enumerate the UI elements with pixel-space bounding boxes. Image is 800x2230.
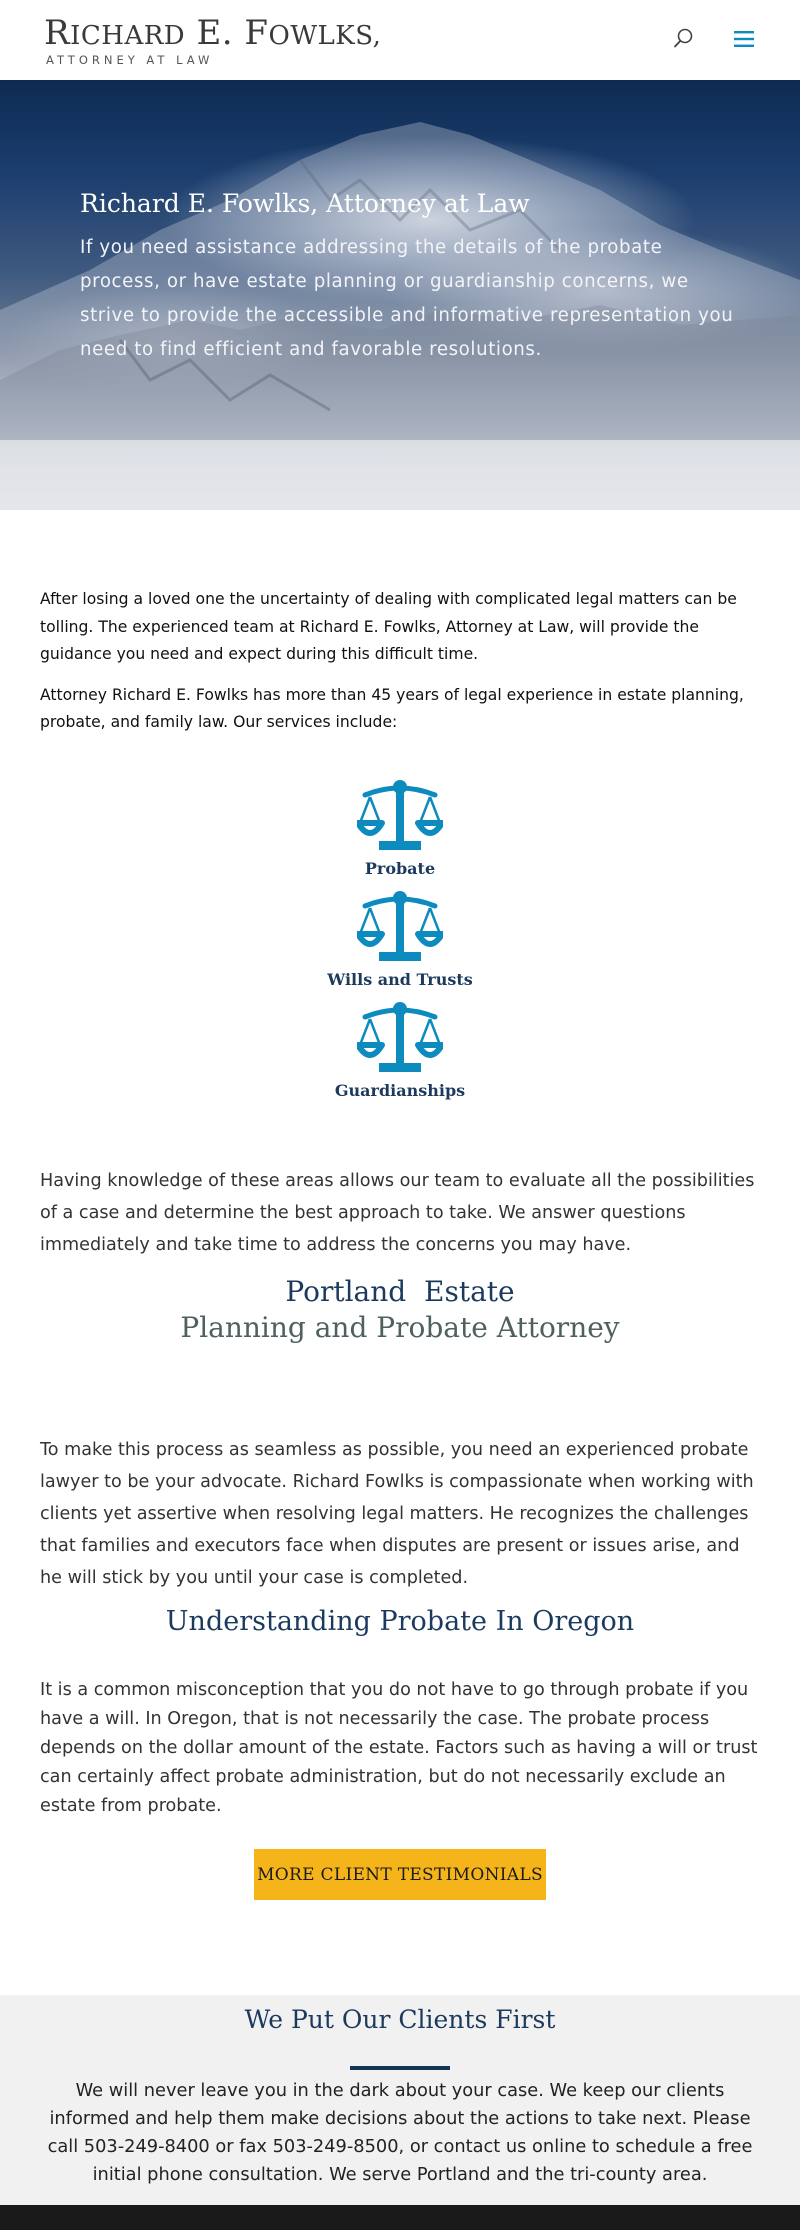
portland-heading (40, 1274, 760, 1346)
site-logo[interactable] (44, 13, 382, 67)
logo-last-name: OWLKS, (268, 21, 382, 51)
logo-first-name: ICHARD (70, 21, 186, 51)
knowledge-paragraph: Having knowledge of these areas allows our team to evaluate all the possibilities of a case and determine the best approach to take. We answer questions immediately and take time to address the concerns you may have. (40, 1171, 755, 1255)
intro-paragraph-1: After losing a loved one the uncertainty of dealing with complicated legal matters can be tolling. The experienced team at Richard E. Fowlks, Attorney at Law, will provide the guidance you need and expect during this difficult time. (40, 590, 737, 663)
search-button[interactable] (672, 26, 696, 52)
scales-of-justice-icon (357, 779, 443, 853)
service-probate[interactable] (250, 779, 550, 878)
menu-button[interactable] (732, 26, 756, 52)
probate-heading: Understanding Probate In Oregon (165, 1606, 635, 1637)
portland-heading-line-2: Planning and Probate Attorney (180, 1311, 620, 1344)
service-wills-and-trusts[interactable] (250, 890, 550, 989)
service-label: Guardianships (334, 1081, 466, 1100)
clients-first-title: We Put Our Clients First (244, 2005, 556, 2034)
portland-heading-line-1: Portland Estate (285, 1275, 515, 1308)
site-footer (0, 2205, 800, 2230)
logo-initial-r: R (44, 13, 71, 53)
logo-tagline: ATTORNEY AT LAW (46, 53, 214, 67)
scales-of-justice-icon (357, 1001, 443, 1075)
hero-banner (0, 80, 800, 510)
intro-paragraph-2: Attorney Richard E. Fowlks has more than 45 years of legal experience in estate planning, probate, and family law. Our services include: (40, 685, 744, 731)
logo-wordmark (44, 13, 382, 55)
clients-first-section (0, 1995, 800, 2205)
process-paragraph: To make this process as seamless as possible, you need an experienced probate lawyer to be your advocate. Richard Fowlks is compassionate when working with clients yet assertive when resolving legal matters. He recognizes the challenges that families and executors face when disputes are present or issues arise, and he will stick by you until your case is completed. (40, 1440, 754, 1588)
search-icon (672, 26, 696, 52)
logo-initial-f: F (244, 13, 269, 53)
hamburger-menu-icon (732, 26, 756, 52)
hero-title: Richard E. Fowlks, Attorney at Law (80, 189, 530, 218)
logo-middle-initial: E. (185, 13, 245, 53)
service-guardianships[interactable] (250, 1001, 550, 1100)
title-divider (350, 2066, 450, 2070)
site-header (0, 0, 800, 80)
service-label: Wills and Trusts (327, 970, 473, 989)
scales-of-justice-icon (357, 890, 443, 964)
clients-first-text: We will never leave you in the dark about your case. We keep our clients informed and help them make decisions about the actions to take next. Please call 503-249-8400 or fax 503-249-8500, or contact us online to schedule a free initial phone consultation. We serve Portland and the tri-county area. (47, 2080, 753, 2185)
service-label: Probate (364, 859, 436, 878)
hero-description: If you need assistance addressing the details of the probate process, or have estate planning or guardianship concerns, we strive to provide the accessible and informative representation you need to find efficient and favorable resolutions. (80, 237, 734, 360)
intro-section (40, 586, 760, 750)
more-testimonials-button[interactable]: MORE CLIENT TESTIMONIALS (254, 1849, 546, 1900)
probate-paragraph: It is a common misconception that you do not have to go through probate if you have a will. In Oregon, that is not necessarily the case. The probate process depends on the dollar amount of the estate. Factors such as having a will or trust can certainly affect probate administration, but do not necessarily exclude an estate from probate. (40, 1680, 758, 1816)
